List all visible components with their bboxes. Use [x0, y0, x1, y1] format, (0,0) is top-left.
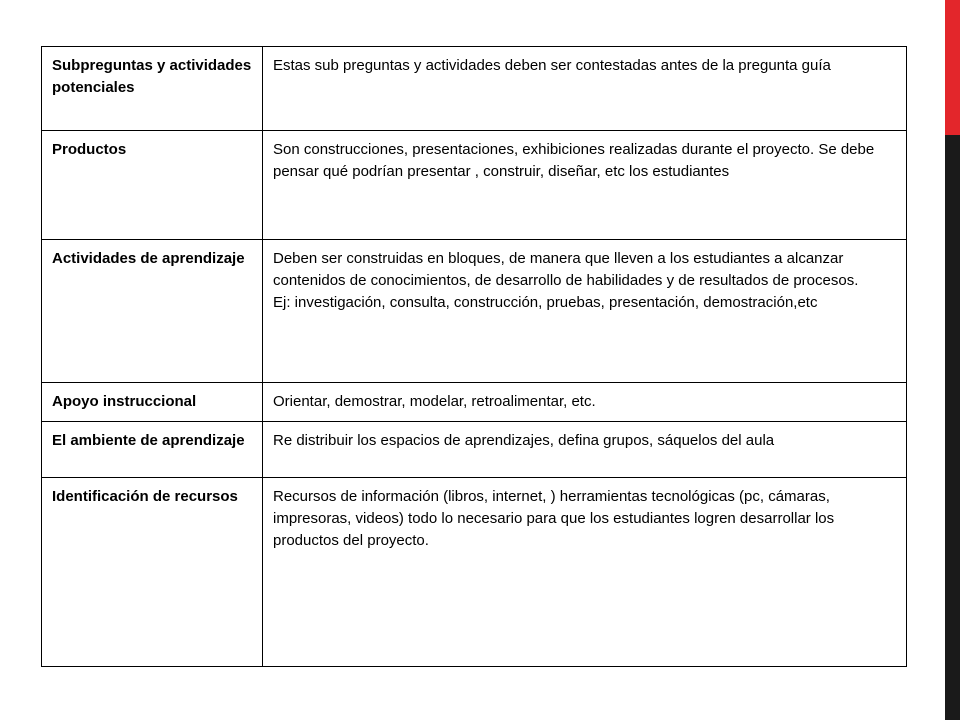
- table-row: [42, 383, 907, 422]
- content-table: [41, 46, 907, 667]
- table-row: [42, 131, 907, 240]
- table-row: [42, 422, 907, 478]
- row-label: Actividades de aprendizaje: [42, 240, 263, 383]
- table-row: [42, 47, 907, 131]
- row-description: Orientar, demostrar, modelar, retroalimentar, etc.: [263, 383, 907, 422]
- row-description-example: Ej: investigación, consulta, construcción, pruebas, presentación, demostración,etc: [273, 294, 818, 311]
- table-row: [42, 240, 907, 383]
- table-row: [42, 478, 907, 667]
- row-description: Estas sub preguntas y actividades deben ser contestadas antes de la pregunta guía: [263, 47, 907, 131]
- row-label: El ambiente de aprendizaje: [42, 422, 263, 478]
- row-description: [263, 240, 907, 383]
- row-description: Re distribuir los espacios de aprendizajes, defina grupos, sáquelos del aula: [263, 422, 907, 478]
- row-label: Apoyo instruccional: [42, 383, 263, 422]
- side-accent-bar-black: [945, 135, 960, 720]
- row-label: Subpreguntas y actividades potenciales: [42, 47, 263, 131]
- side-accent-bar-red: [945, 0, 960, 135]
- row-description-text: Deben ser construidas en bloques, de manera que lleven a los estudiantes a alcanzar contenidos de conocimientos, de desarrollo de habilidades y de resultados de procesos.: [273, 250, 859, 289]
- row-description: Recursos de información (libros, internet, ) herramientas tecnológicas (pc, cámaras, impresoras, videos) todo lo necesario para que los estudiantes logren desarrollar los productos del proyecto.: [263, 478, 907, 667]
- row-label: Identificación de recursos: [42, 478, 263, 667]
- row-label: Productos: [42, 131, 263, 240]
- row-description: Son construcciones, presentaciones, exhibiciones realizadas durante el proyecto. Se debe pensar qué podrían presentar , construir, diseñar, etc los estudiantes: [263, 131, 907, 240]
